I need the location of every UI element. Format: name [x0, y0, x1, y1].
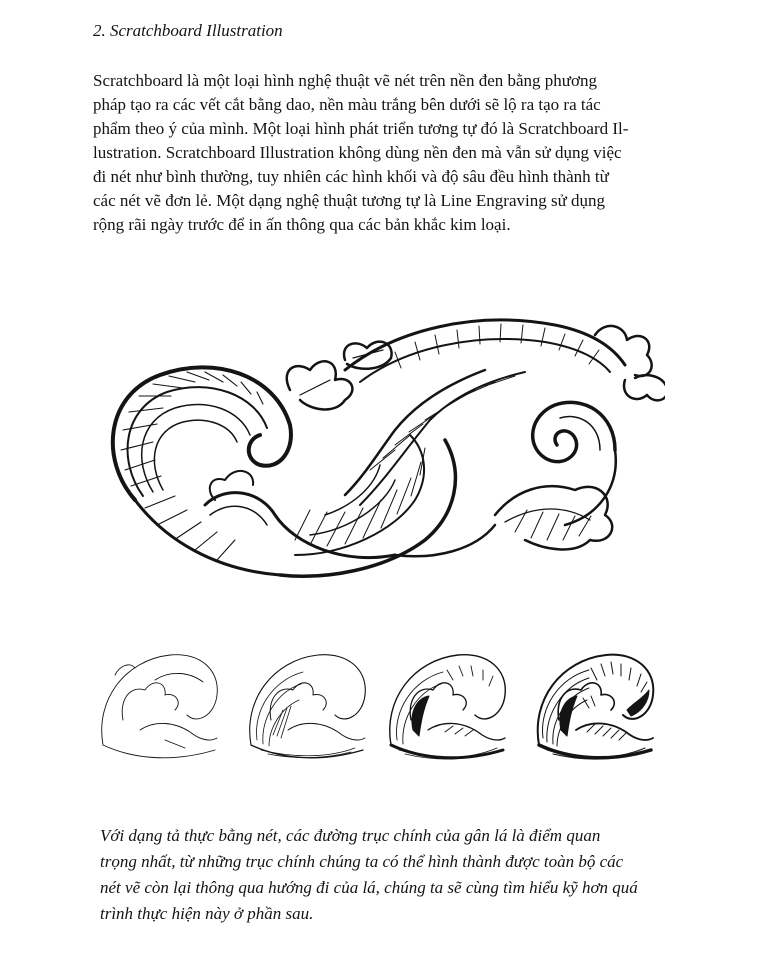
intro-line: lustration. Scratchboard Illustration không dùng nền đen mà vẫn sử dụng việc [93, 143, 622, 162]
intro-line: đi nét như bình thường, tuy nhiên các hình khối và độ sâu đều hình thành từ [93, 167, 609, 186]
scroll-step-3-shading-icon [390, 655, 506, 759]
caption-line: trình thực hiện này ở phần sau. [100, 904, 314, 923]
intro-paragraph [93, 69, 673, 237]
section-heading: 2. Scratchboard Illustration [93, 21, 283, 40]
scroll-step-2-lines-icon [250, 655, 366, 758]
intro-line: pháp tạo ra các vết cắt bằng dao, nền màu trắng bên dưới sẽ lộ ra tạo ra tác [93, 95, 601, 114]
intro-line: phẩm theo ý của mình. Một loại hình phát triển tương tự đó là Scratchboard Il- [93, 119, 629, 138]
scroll-step-1-outline-icon [102, 655, 218, 758]
caption-paragraph [100, 823, 700, 927]
scroll-step-4-finished-icon [538, 655, 654, 759]
caption-line: Với dạng tả thực bằng nét, các đường trục chính của gân lá là điểm quan [100, 826, 601, 845]
scroll-steps-group [95, 640, 665, 780]
caption-line: nét vẽ còn lại thông qua hướng đi của lá, chúng ta sẽ cùng tìm hiểu kỹ hơn quá [100, 878, 638, 897]
intro-line: các nét vẽ đơn lẻ. Một dạng nghệ thuật tương tự là Line Engraving sử dụng [93, 191, 606, 210]
acanthus-scroll-engraving-icon [95, 300, 665, 610]
intro-line: Scratchboard là một loại hình nghệ thuật vẽ nét trên nền đen bằng phương [93, 71, 597, 90]
caption-line: trọng nhất, từ những trục chính chúng ta có thể hình thành được toàn bộ các [100, 852, 624, 871]
intro-line: rộng rãi ngày trước để in ấn thông qua các bản khắc kim loại. [93, 215, 511, 234]
